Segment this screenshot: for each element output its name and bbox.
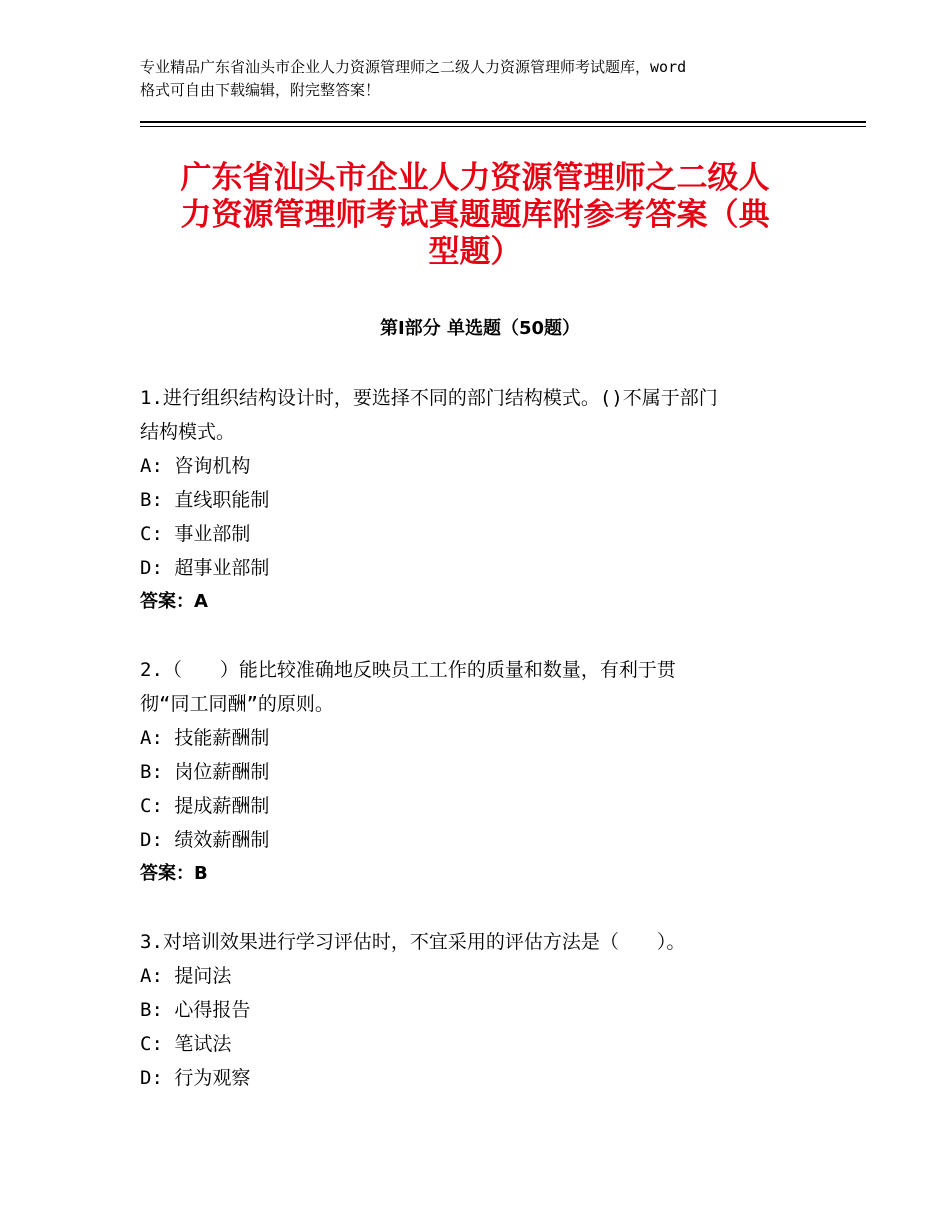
option-a: A: 咨询机构	[140, 455, 251, 477]
question-1	[140, 381, 820, 619]
option-c: C: 笔试法	[140, 1033, 232, 1055]
title-line2: 力资源管理师考试真题题库附参考答案（典	[180, 197, 770, 233]
option-a: A: 提问法	[140, 965, 232, 987]
option-c: C: 事业部制	[140, 523, 251, 545]
option-a: A: 技能薪酬制	[140, 727, 270, 749]
question-stem	[140, 925, 820, 959]
option-b: B: 心得报告	[140, 999, 251, 1021]
answer-key: 答案：A	[140, 591, 208, 612]
option-d: D: 绩效薪酬制	[140, 829, 270, 851]
option-d: D: 行为观察	[140, 1067, 251, 1089]
document-title	[120, 160, 830, 271]
header-note	[140, 56, 830, 102]
title-line3: 型题）	[428, 234, 522, 270]
question-2	[140, 653, 820, 891]
question-stem	[140, 381, 820, 449]
question-stem-line1: 2.（ ）能比较准确地反映员工工作的质量和数量，有利于贯	[140, 659, 676, 681]
option-b: B: 直线职能制	[140, 489, 270, 511]
question-stem-line2: 彻“同工同酬”的原则。	[140, 693, 334, 715]
title-line1: 广东省汕头市企业人力资源管理师之二级人	[180, 160, 770, 196]
question-stem-line1: 1.进行组织结构设计时，要选择不同的部门结构模式。()不属于部门	[140, 387, 718, 409]
header-divider-thick	[140, 121, 866, 123]
header-divider-thin	[140, 126, 866, 127]
header-note-line2: 格式可自由下载编辑，附完整答案！	[140, 81, 381, 99]
section-heading: 第Ⅰ部分 单选题（50题）	[379, 318, 580, 339]
answer-key: 答案：B	[140, 863, 208, 884]
option-b: B: 岗位薪酬制	[140, 761, 270, 783]
question-stem-line1: 3.对培训效果进行学习评估时，不宜采用的评估方法是（ ）。	[140, 931, 686, 953]
option-c: C: 提成薪酬制	[140, 795, 270, 817]
question-3	[140, 925, 820, 1095]
question-stem	[140, 653, 820, 721]
header-note-line1: 专业精品广东省汕头市企业人力资源管理师之二级人力资源管理师考试题库，word	[140, 58, 687, 76]
option-d: D: 超事业部制	[140, 557, 270, 579]
question-stem-line2: 结构模式。	[140, 421, 236, 443]
